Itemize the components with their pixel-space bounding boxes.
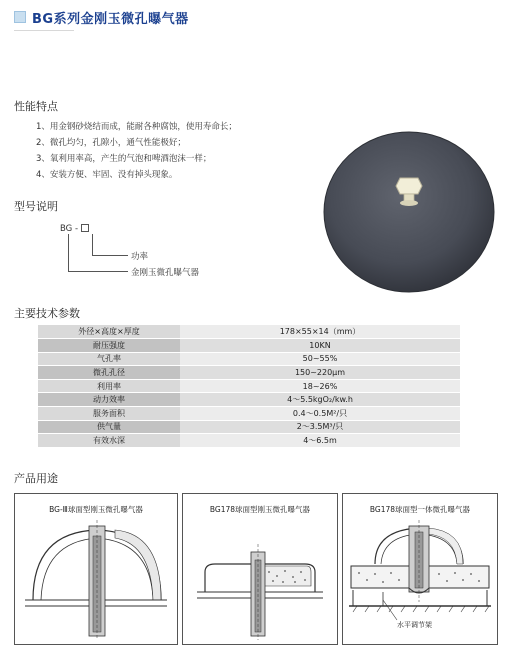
title-square-icon bbox=[14, 11, 26, 23]
spec-value: 10KN bbox=[180, 339, 460, 353]
spec-value: 2～3.5M³/只 bbox=[180, 420, 460, 434]
spec-key: 气孔率 bbox=[38, 352, 180, 366]
spec-value: 0.4～0.5M²/只 bbox=[180, 407, 460, 421]
spec-value: 4～6.5m bbox=[180, 434, 460, 448]
table-row bbox=[38, 352, 460, 366]
spec-key: 动力效率 bbox=[38, 393, 180, 407]
usage-diagram-3 bbox=[342, 493, 498, 645]
table-row bbox=[38, 434, 460, 448]
model-heading: 型号说明 bbox=[14, 200, 58, 213]
spec-value: 150~220μm bbox=[180, 366, 460, 380]
model-leader-line bbox=[68, 271, 128, 272]
feature-item: 4、安装方便、牢固、没有掉头现象。 bbox=[36, 170, 178, 180]
model-label-name: 金刚玉微孔曝气器 bbox=[131, 268, 200, 278]
flat-aerator-drawing bbox=[183, 516, 337, 644]
spec-key: 耐压强度 bbox=[38, 339, 180, 353]
usage-caption: BG178球面型刚玉微孔曝气器 bbox=[209, 505, 311, 514]
spec-value: 50~55% bbox=[180, 352, 460, 366]
spec-key: 服务面积 bbox=[38, 407, 180, 421]
features-list bbox=[36, 119, 237, 183]
specs-heading: 主要技术参数 bbox=[14, 307, 80, 320]
feature-item: 1、用金钢砂烧结而成，能耐各种腐蚀，使用寿命长； bbox=[36, 122, 237, 132]
dome-aerator-drawing bbox=[15, 516, 177, 644]
model-leader-line bbox=[92, 255, 128, 256]
usage-heading: 产品用途 bbox=[14, 472, 58, 485]
feature-item: 2、微孔均匀，孔隙小，通气性能极好； bbox=[36, 138, 186, 148]
specs-table bbox=[38, 325, 460, 448]
feature-item: 3、氧利用率高，产生的气泡和啤酒泡沫一样； bbox=[36, 154, 212, 164]
usage-diagram-1 bbox=[14, 493, 178, 645]
model-blank-box-icon bbox=[81, 224, 89, 232]
table-row bbox=[38, 366, 460, 380]
spec-value: 18~26% bbox=[180, 379, 460, 393]
table-row bbox=[38, 325, 460, 339]
spec-value: 178×55×14（mm） bbox=[180, 325, 460, 339]
table-row bbox=[38, 339, 460, 353]
usage-caption: BG-Ⅲ球面型刚玉微孔曝气器 bbox=[49, 505, 143, 514]
page-title: BG系列金刚玉微孔曝气器 bbox=[32, 11, 189, 27]
table-row bbox=[38, 393, 460, 407]
aerator-disc-image bbox=[322, 128, 496, 294]
page-title-bar bbox=[14, 8, 189, 26]
spec-key: 有效水深 bbox=[38, 434, 180, 448]
spec-key: 外径×高度×厚度 bbox=[38, 325, 180, 339]
usage-diagram-2 bbox=[182, 493, 338, 645]
usage-caption: BG178球面型一体微孔曝气器 bbox=[369, 505, 471, 514]
model-code bbox=[60, 224, 89, 234]
model-leader-line bbox=[68, 234, 69, 272]
model-code-text: BG - bbox=[60, 224, 79, 234]
table-row bbox=[38, 379, 460, 393]
aerator-disc-illustration bbox=[322, 128, 496, 294]
usage-note-leveling-frame: 水平调节架 bbox=[397, 621, 432, 629]
spec-key: 供气量 bbox=[38, 420, 180, 434]
model-label-power: 功率 bbox=[131, 252, 149, 262]
spec-key: 利用率 bbox=[38, 379, 180, 393]
spec-key: 微孔孔径 bbox=[38, 366, 180, 380]
table-row bbox=[38, 407, 460, 421]
table-row bbox=[38, 420, 460, 434]
features-heading: 性能特点 bbox=[14, 100, 58, 113]
title-underline bbox=[14, 30, 74, 31]
model-leader-line bbox=[92, 234, 93, 256]
spec-value: 4～5.5kgO₂/kw.h bbox=[180, 393, 460, 407]
